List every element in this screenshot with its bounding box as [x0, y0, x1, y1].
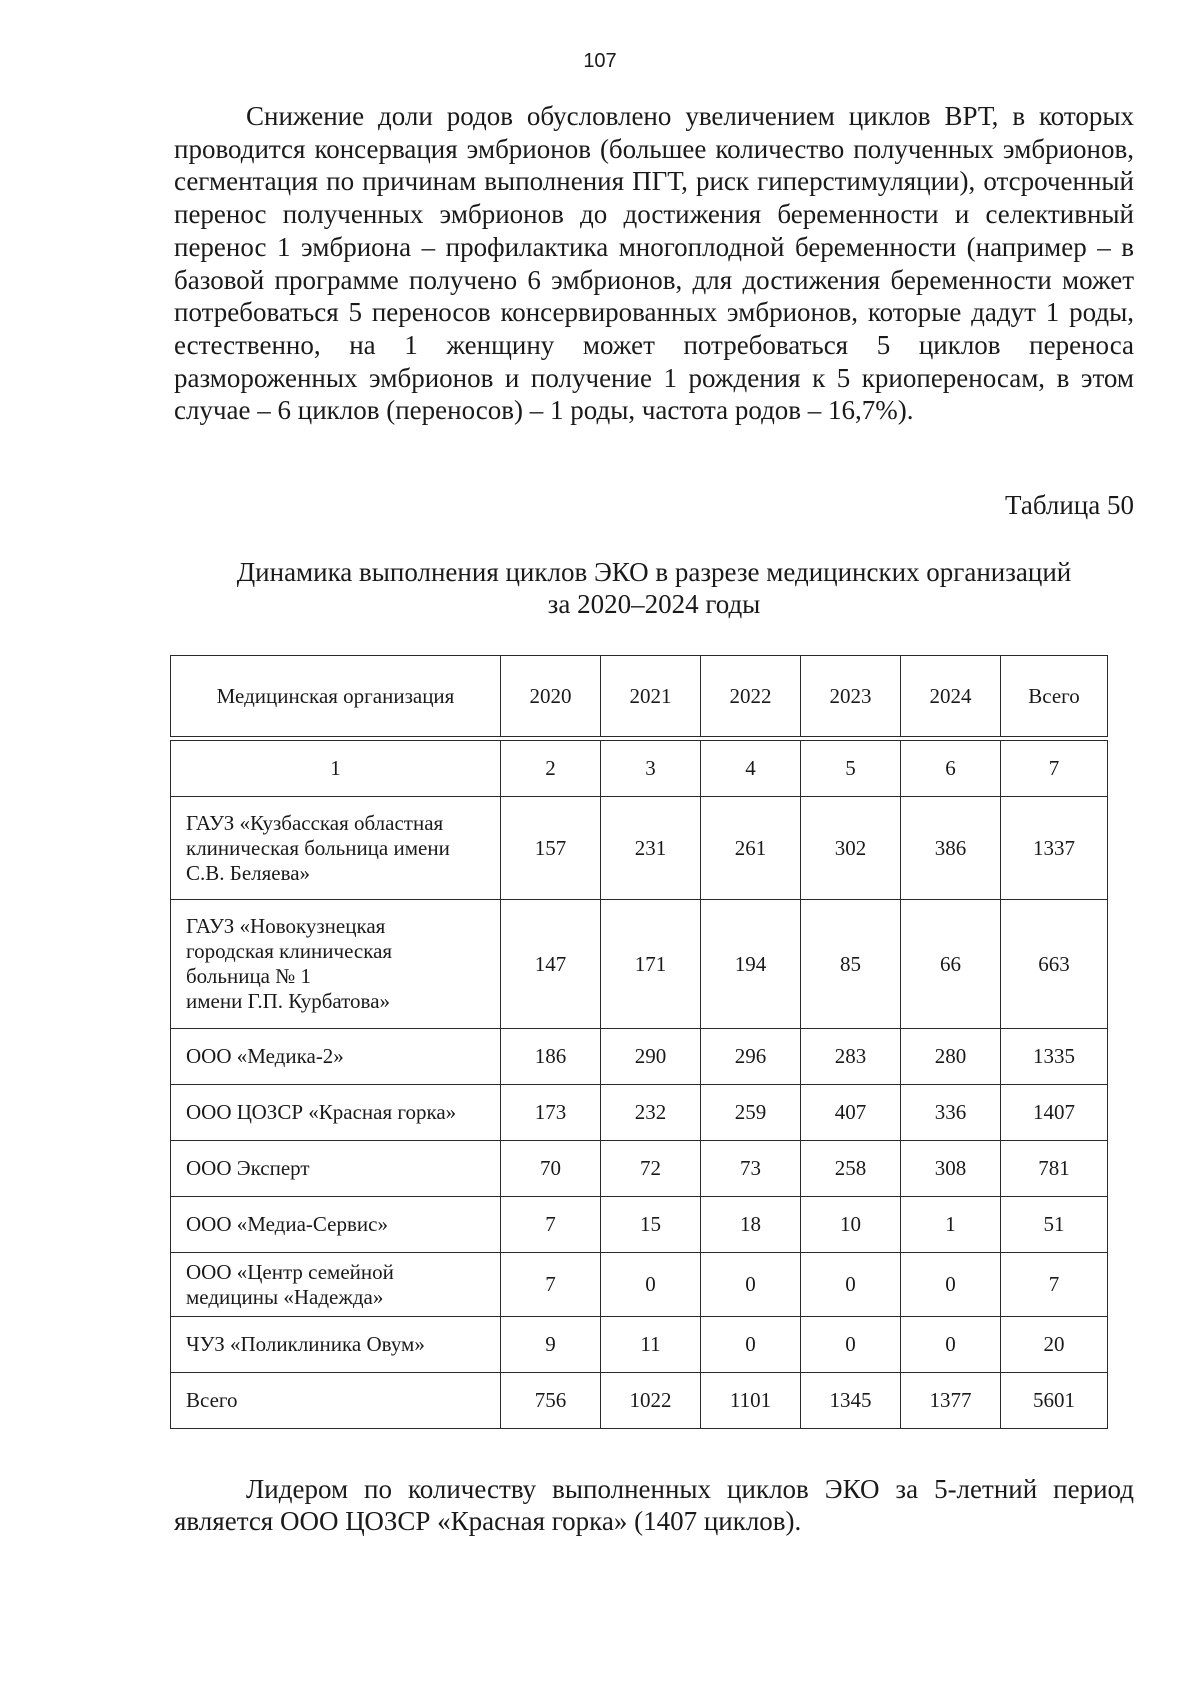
- organization-name-line: ООО ЦОЗСР «Красная горка»: [186, 1100, 457, 1124]
- value-cell: 0: [901, 1253, 1001, 1317]
- column-number-cell: 2: [501, 741, 601, 797]
- value-cell: 72: [601, 1141, 701, 1197]
- organization-name-line: С.В. Беляева»: [186, 860, 311, 885]
- value-cell: 85: [801, 900, 901, 1029]
- value-cell: 290: [601, 1029, 701, 1085]
- column-number-cell: 3: [601, 741, 701, 797]
- organization-name-line: ООО «Медиа-Сервис»: [186, 1212, 388, 1236]
- value-cell: 232: [601, 1085, 701, 1141]
- value-cell: 283: [801, 1029, 901, 1085]
- value-cell: 73: [701, 1141, 801, 1197]
- body-paragraph-2: Лидером по количеству выполненных циклов ЭКО за 5-летний период является ООО ЦОЗСР «Красная горка» (1407 циклов).: [174, 1474, 1134, 1536]
- value-cell: 51: [1001, 1197, 1108, 1253]
- table-header: [170, 655, 1108, 737]
- value-cell: 171: [601, 900, 701, 1029]
- header-cell-2022: 2022: [701, 656, 801, 737]
- value-cell: 407: [801, 1085, 901, 1141]
- value-cell: 147: [501, 900, 601, 1029]
- value-cell: 1407: [1001, 1085, 1108, 1141]
- organization-cell: [171, 1373, 501, 1429]
- value-cell: 10: [801, 1197, 901, 1253]
- value-cell: 0: [701, 1253, 801, 1317]
- value-cell: 280: [901, 1029, 1001, 1085]
- value-cell: 157: [501, 797, 601, 900]
- value-cell: 173: [501, 1085, 601, 1141]
- organization-cell: [171, 1253, 501, 1317]
- value-cell: 1345: [801, 1373, 901, 1429]
- table-title: [174, 556, 1134, 620]
- organization-name-line: городская клиническая: [186, 939, 393, 963]
- column-number-cell: 6: [901, 741, 1001, 797]
- value-cell: 336: [901, 1085, 1001, 1141]
- value-cell: 296: [701, 1029, 801, 1085]
- table-title-line-2: за 2020–2024 годы: [547, 589, 761, 619]
- table-label: Таблица 50: [1005, 490, 1134, 520]
- value-cell: 66: [901, 900, 1001, 1029]
- table-row: [171, 1317, 1108, 1373]
- organization-name-line: Всего: [186, 1388, 238, 1412]
- value-cell: 258: [801, 1141, 901, 1197]
- value-cell: 1337: [1001, 797, 1108, 900]
- value-cell: 308: [901, 1141, 1001, 1197]
- organization-name-line: больница № 1: [186, 964, 312, 988]
- table-row: [171, 797, 1108, 900]
- value-cell: 11: [601, 1317, 701, 1373]
- organization-cell: [171, 1141, 501, 1197]
- table-row: [171, 900, 1108, 1029]
- column-number-cell: 4: [701, 741, 801, 797]
- organization-name-line: медицины «Надежда»: [186, 1284, 384, 1309]
- column-number-cell: 7: [1001, 741, 1108, 797]
- organization-name-line: ООО «Центр семейной: [186, 1259, 394, 1284]
- value-cell: 7: [501, 1197, 601, 1253]
- table-row: [171, 1029, 1108, 1085]
- value-cell: 7: [1001, 1253, 1108, 1317]
- value-cell: 194: [701, 900, 801, 1029]
- value-cell: 7: [501, 1253, 601, 1317]
- value-cell: 20: [1001, 1317, 1108, 1373]
- value-cell: 0: [801, 1317, 901, 1373]
- header-cell-total: Всего: [1001, 656, 1108, 737]
- value-cell: 70: [501, 1141, 601, 1197]
- table-row: [171, 1253, 1108, 1317]
- header-cell-2023: 2023: [801, 656, 901, 737]
- value-cell: 15: [601, 1197, 701, 1253]
- column-number-cell: 1: [171, 741, 501, 797]
- value-cell: 781: [1001, 1141, 1108, 1197]
- organization-cell: [171, 1085, 501, 1141]
- value-cell: 302: [801, 797, 901, 900]
- organization-cell: [171, 1317, 501, 1373]
- organization-name-line: имени Г.П. Курбатова»: [186, 989, 391, 1013]
- value-cell: 259: [701, 1085, 801, 1141]
- organization-cell: [171, 797, 501, 900]
- data-table: [170, 740, 1108, 1429]
- organization-cell: [171, 900, 501, 1029]
- table-row: [171, 1197, 1108, 1253]
- header-cell-2020: 2020: [501, 656, 601, 737]
- organization-cell: [171, 1197, 501, 1253]
- header-cell-2021: 2021: [601, 656, 701, 737]
- table-row: [171, 1085, 1108, 1141]
- organization-name-line: ГАУЗ «Новокузнецкая: [186, 914, 386, 938]
- page-number: 107: [583, 50, 617, 72]
- value-cell: 1377: [901, 1373, 1001, 1429]
- organization-cell: [171, 1029, 501, 1085]
- value-cell: 756: [501, 1373, 601, 1429]
- value-cell: 5601: [1001, 1373, 1108, 1429]
- value-cell: 1335: [1001, 1029, 1108, 1085]
- value-cell: 1101: [701, 1373, 801, 1429]
- value-cell: 9: [501, 1317, 601, 1373]
- value-cell: 261: [701, 797, 801, 900]
- column-number-cell: 5: [801, 741, 901, 797]
- table-row: [171, 1373, 1108, 1429]
- value-cell: 663: [1001, 900, 1108, 1029]
- organization-name-line: ГАУЗ «Кузбасская областная: [186, 810, 444, 835]
- column-number-row: [171, 741, 1108, 797]
- value-cell: 1: [901, 1197, 1001, 1253]
- organization-name-line: клиническая больница имени: [186, 835, 450, 860]
- value-cell: 231: [601, 797, 701, 900]
- value-cell: 0: [801, 1253, 901, 1317]
- value-cell: 0: [701, 1317, 801, 1373]
- header-row: [171, 656, 1108, 737]
- value-cell: 0: [601, 1253, 701, 1317]
- body-paragraph-1: Снижение доли родов обусловлено увеличением циклов ВРТ, в которых проводится консервация эмбрионов (большее количество полученных эмбрионов, сегментация по причинам выполнения ПГТ, риск гиперстимуляции), отсроченный перенос полученных эмбрионов до достижения беременности и селективный перенос 1 эмбриона – профилактика многоплодной беременности (например – в базовой программе получено 6 эмбрионов, для достижения беременности может потребоваться 5 переносов консервированных эмбрионов, которые дадут 1 роды, естественно, на 1 женщину может потребоваться 5 циклов переноса размороженных эмбрионов и получение 1 рождения к 5 криопереносам, в этом случае – 6 циклов (переносов) – 1 роды, частота родов – 16,7%).: [174, 101, 1134, 426]
- table-row: [171, 1141, 1108, 1197]
- organization-name-line: ООО «Медика-2»: [186, 1044, 344, 1068]
- header-cell-2024: 2024: [901, 656, 1001, 737]
- organization-name-line: ООО Эксперт: [186, 1156, 310, 1180]
- table-title-line-1: Динамика выполнения циклов ЭКО в разрезе медицинских организаций: [236, 557, 1072, 587]
- value-cell: 386: [901, 797, 1001, 900]
- value-cell: 18: [701, 1197, 801, 1253]
- header-cell-organization: Медицинская организация: [171, 656, 501, 737]
- value-cell: 186: [501, 1029, 601, 1085]
- value-cell: 1022: [601, 1373, 701, 1429]
- value-cell: 0: [901, 1317, 1001, 1373]
- organization-name-line: ЧУЗ «Поликлиника Овум»: [186, 1332, 425, 1356]
